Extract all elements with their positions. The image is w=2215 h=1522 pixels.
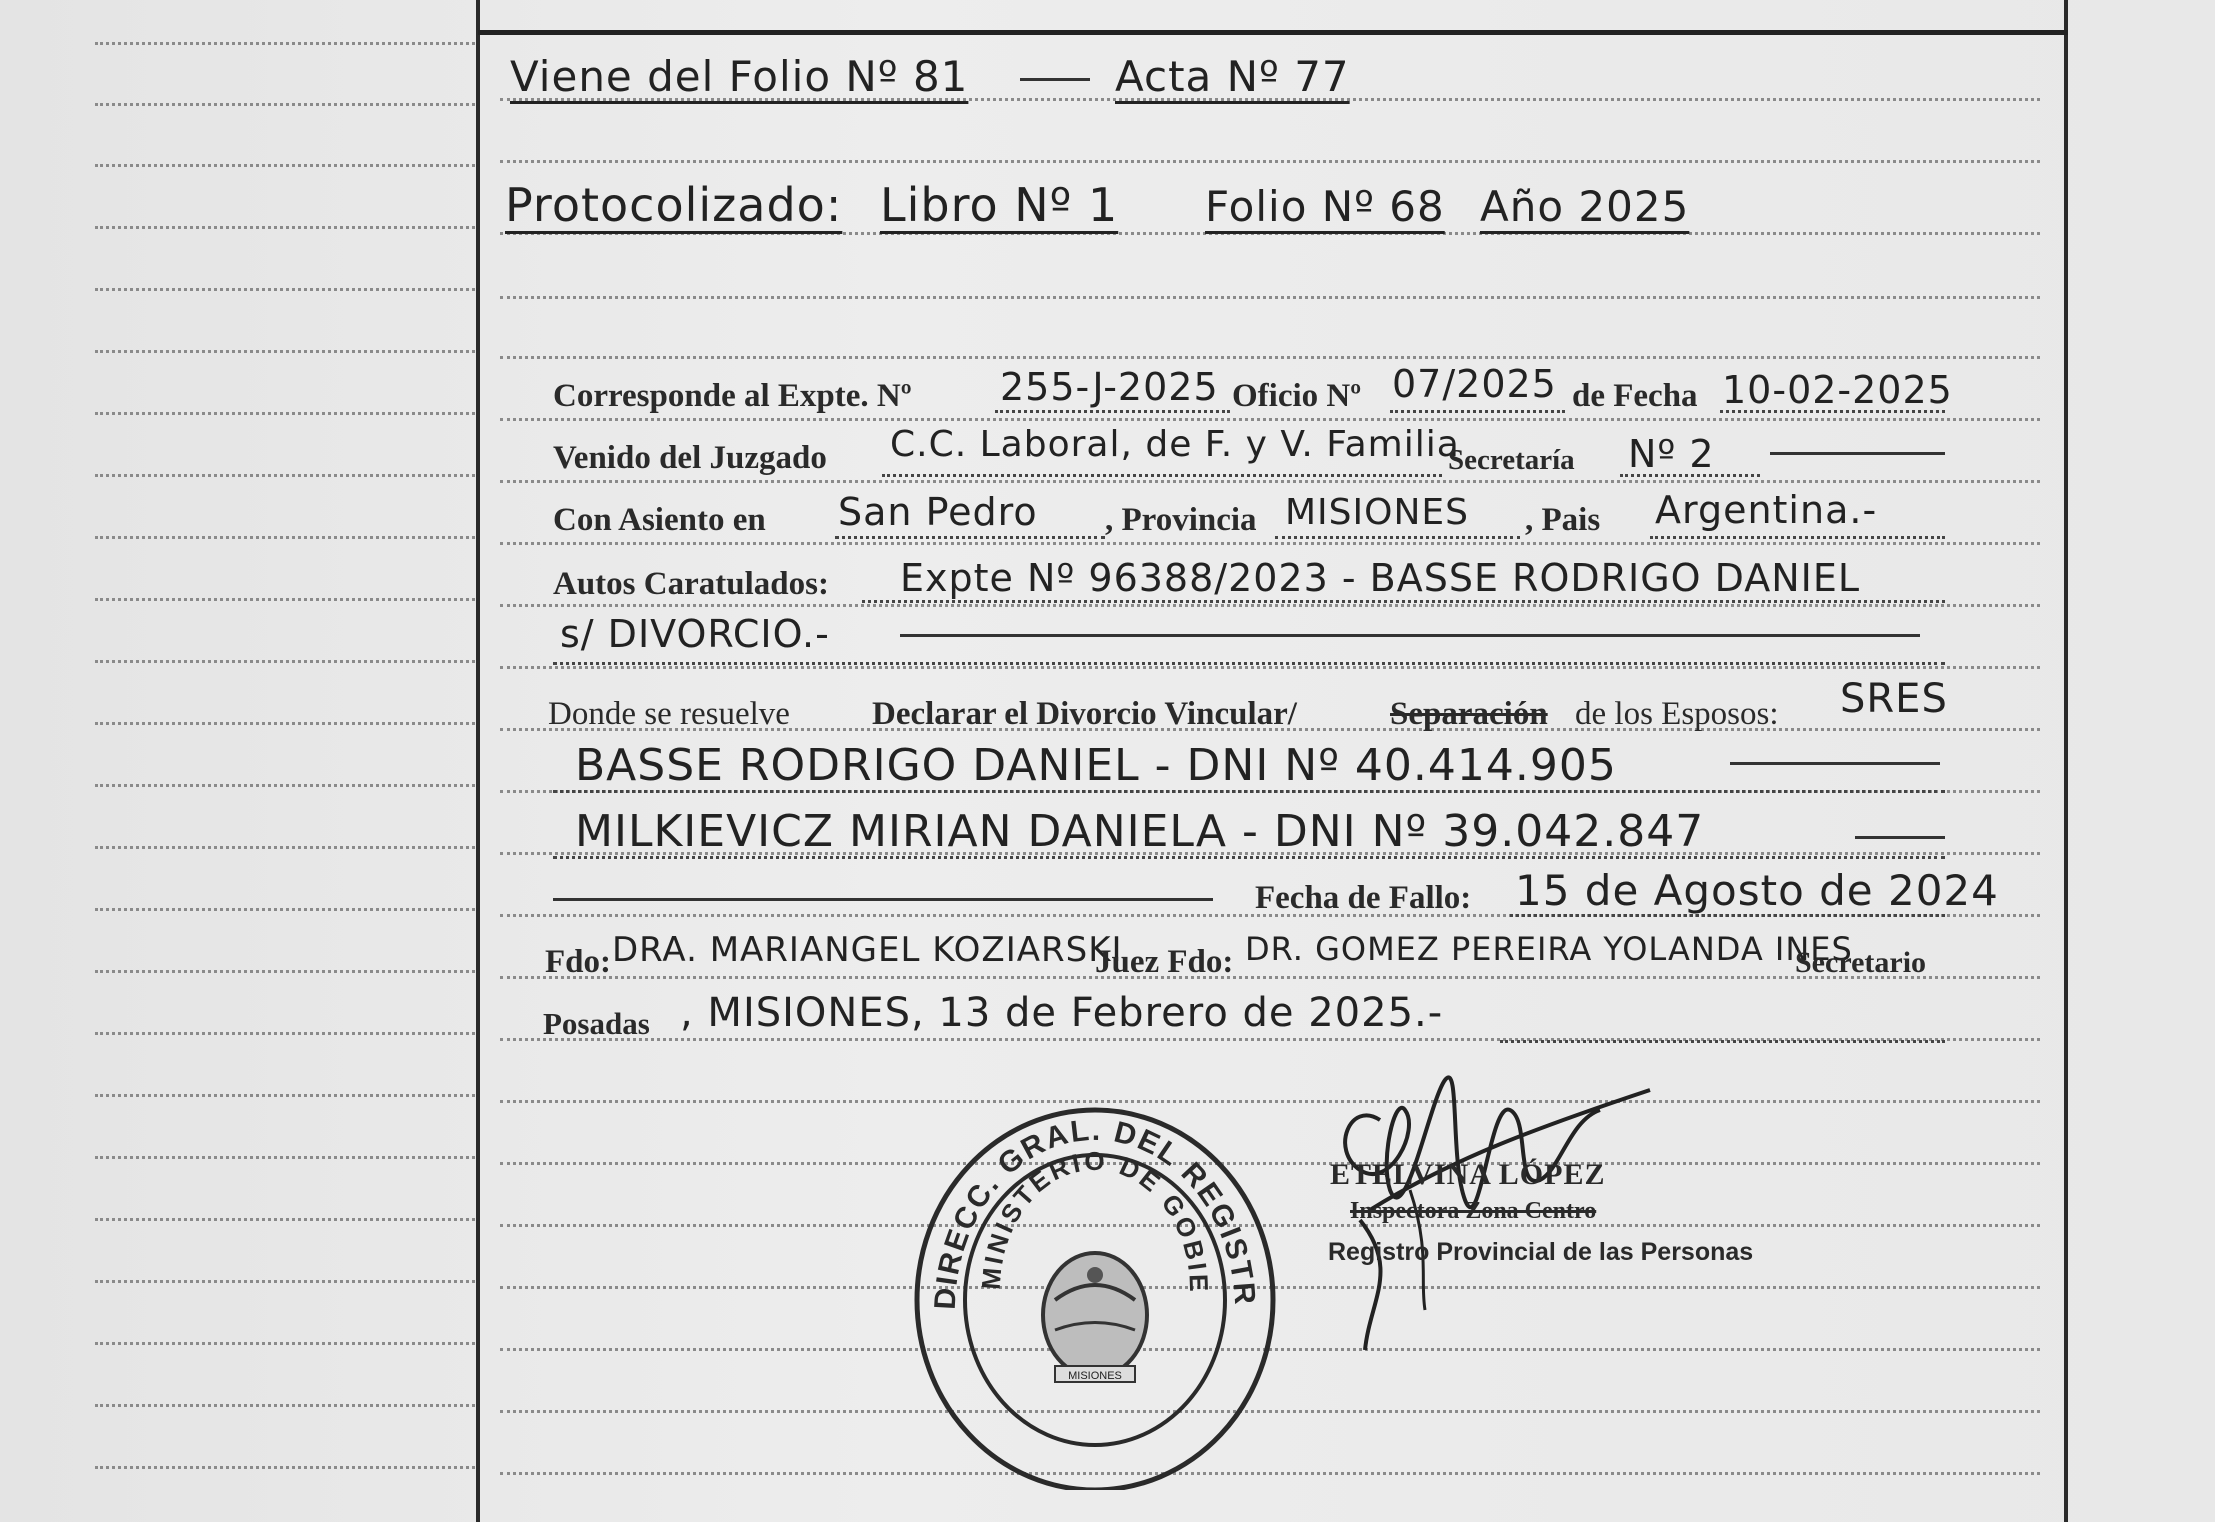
autos-label: Autos Caratulados: — [553, 566, 829, 602]
margin-rule-left — [476, 0, 480, 1522]
fdo-secretario-value: DR. GOMEZ PEREIRA YOLANDA INES — [1245, 930, 1853, 968]
secretario-label: Secretario — [1795, 946, 1927, 979]
anio-number: Año 2025 — [1480, 182, 1690, 231]
seal-outer-text: DIRECC. GRAL. DEL REGISTR — [928, 1113, 1262, 1311]
libro-number: Libro Nº 1 — [880, 178, 1119, 232]
autos-value-line-1: Expte Nº 96388/2023 - BASSE RODRIGO DANIEL — [900, 556, 1861, 600]
fecha-label: de Fecha — [1572, 378, 1698, 414]
oficio-label: Oficio Nº — [1232, 378, 1362, 414]
oficio-value: 07/2025 — [1392, 362, 1557, 406]
resuelve-text-1: Donde se resuelve — [548, 696, 790, 732]
secretaria-value: Nº 2 — [1628, 432, 1715, 476]
fdo-juez-value: DRA. MARIANGEL KOZIARSKI — [612, 930, 1123, 970]
resuelve-text-2: Declarar el Divorcio Vincular/ — [872, 696, 1297, 732]
provincia-label: , Provincia — [1105, 502, 1257, 538]
protocolizado-label: Protocolizado: — [505, 178, 843, 232]
sres: SRES — [1840, 676, 1948, 722]
stamp-org: Registro Provincial de las Personas — [1328, 1238, 1754, 1266]
fecha-value: 10-02-2025 — [1722, 368, 1953, 412]
posadas-value: , MISIONES, 13 de Febrero de 2025.- — [680, 990, 1444, 1036]
juez-label: Juez Fdo: — [1095, 944, 1234, 980]
viene-del-folio: Viene del Folio Nº 81 — [510, 52, 969, 101]
fallo-value: 15 de Agosto de 2024 — [1515, 866, 1999, 915]
official-seal — [905, 1070, 1285, 1490]
stamp-role: Inspectora Zona Centro — [1350, 1198, 1597, 1224]
provincia-value: MISIONES — [1285, 492, 1470, 533]
resuelve-strike: Separación — [1390, 696, 1548, 732]
header-dash — [1020, 78, 1090, 81]
juzgado-label: Venido del Juzgado — [553, 440, 827, 476]
stamp-name: ETELVINA LÓPEZ — [1330, 1158, 1606, 1191]
pais-value: Argentina.- — [1655, 488, 1878, 532]
secretaria-label: Secretaría — [1448, 444, 1575, 476]
margin-rule-right — [2064, 0, 2068, 1522]
margin-column — [95, 0, 475, 1522]
esposo-value: BASSE RODRIGO DANIEL - DNI Nº 40.414.905 — [575, 740, 1617, 791]
expte-label: Corresponde al Expte. Nº — [553, 378, 912, 414]
asiento-value: San Pedro — [838, 490, 1038, 534]
asiento-label: Con Asiento en — [553, 502, 766, 538]
signature-block — [1310, 1040, 1754, 1360]
autos-value-line-2: s/ DIVORCIO.- — [560, 612, 830, 656]
resuelve-text-3: de los Esposos: — [1575, 696, 1779, 732]
posadas-label: Posadas — [543, 1006, 650, 1041]
juzgado-value: C.C. Laboral, de F. y V. Familia — [890, 424, 1460, 465]
top-rule — [478, 30, 2068, 35]
fallo-label: Fecha de Fallo: — [1255, 880, 1472, 916]
pais-label: , Pais — [1525, 502, 1601, 538]
seal-inner-text: MINISTERIO DE GOBIE — [975, 1145, 1215, 1295]
folio-number: Folio Nº 68 — [1205, 182, 1445, 231]
seal-emblem-text: MISIONES — [1068, 1370, 1122, 1382]
coat-of-arms-icon — [1043, 1253, 1147, 1382]
esposa-value: MILKIEVICZ MIRIAN DANIELA - DNI Nº 39.042.847 — [575, 806, 1705, 857]
expte-value: 255-J-2025 — [1000, 365, 1219, 409]
acta-number: Acta Nº 77 — [1115, 52, 1350, 101]
fdo-label: Fdo: — [545, 944, 611, 980]
